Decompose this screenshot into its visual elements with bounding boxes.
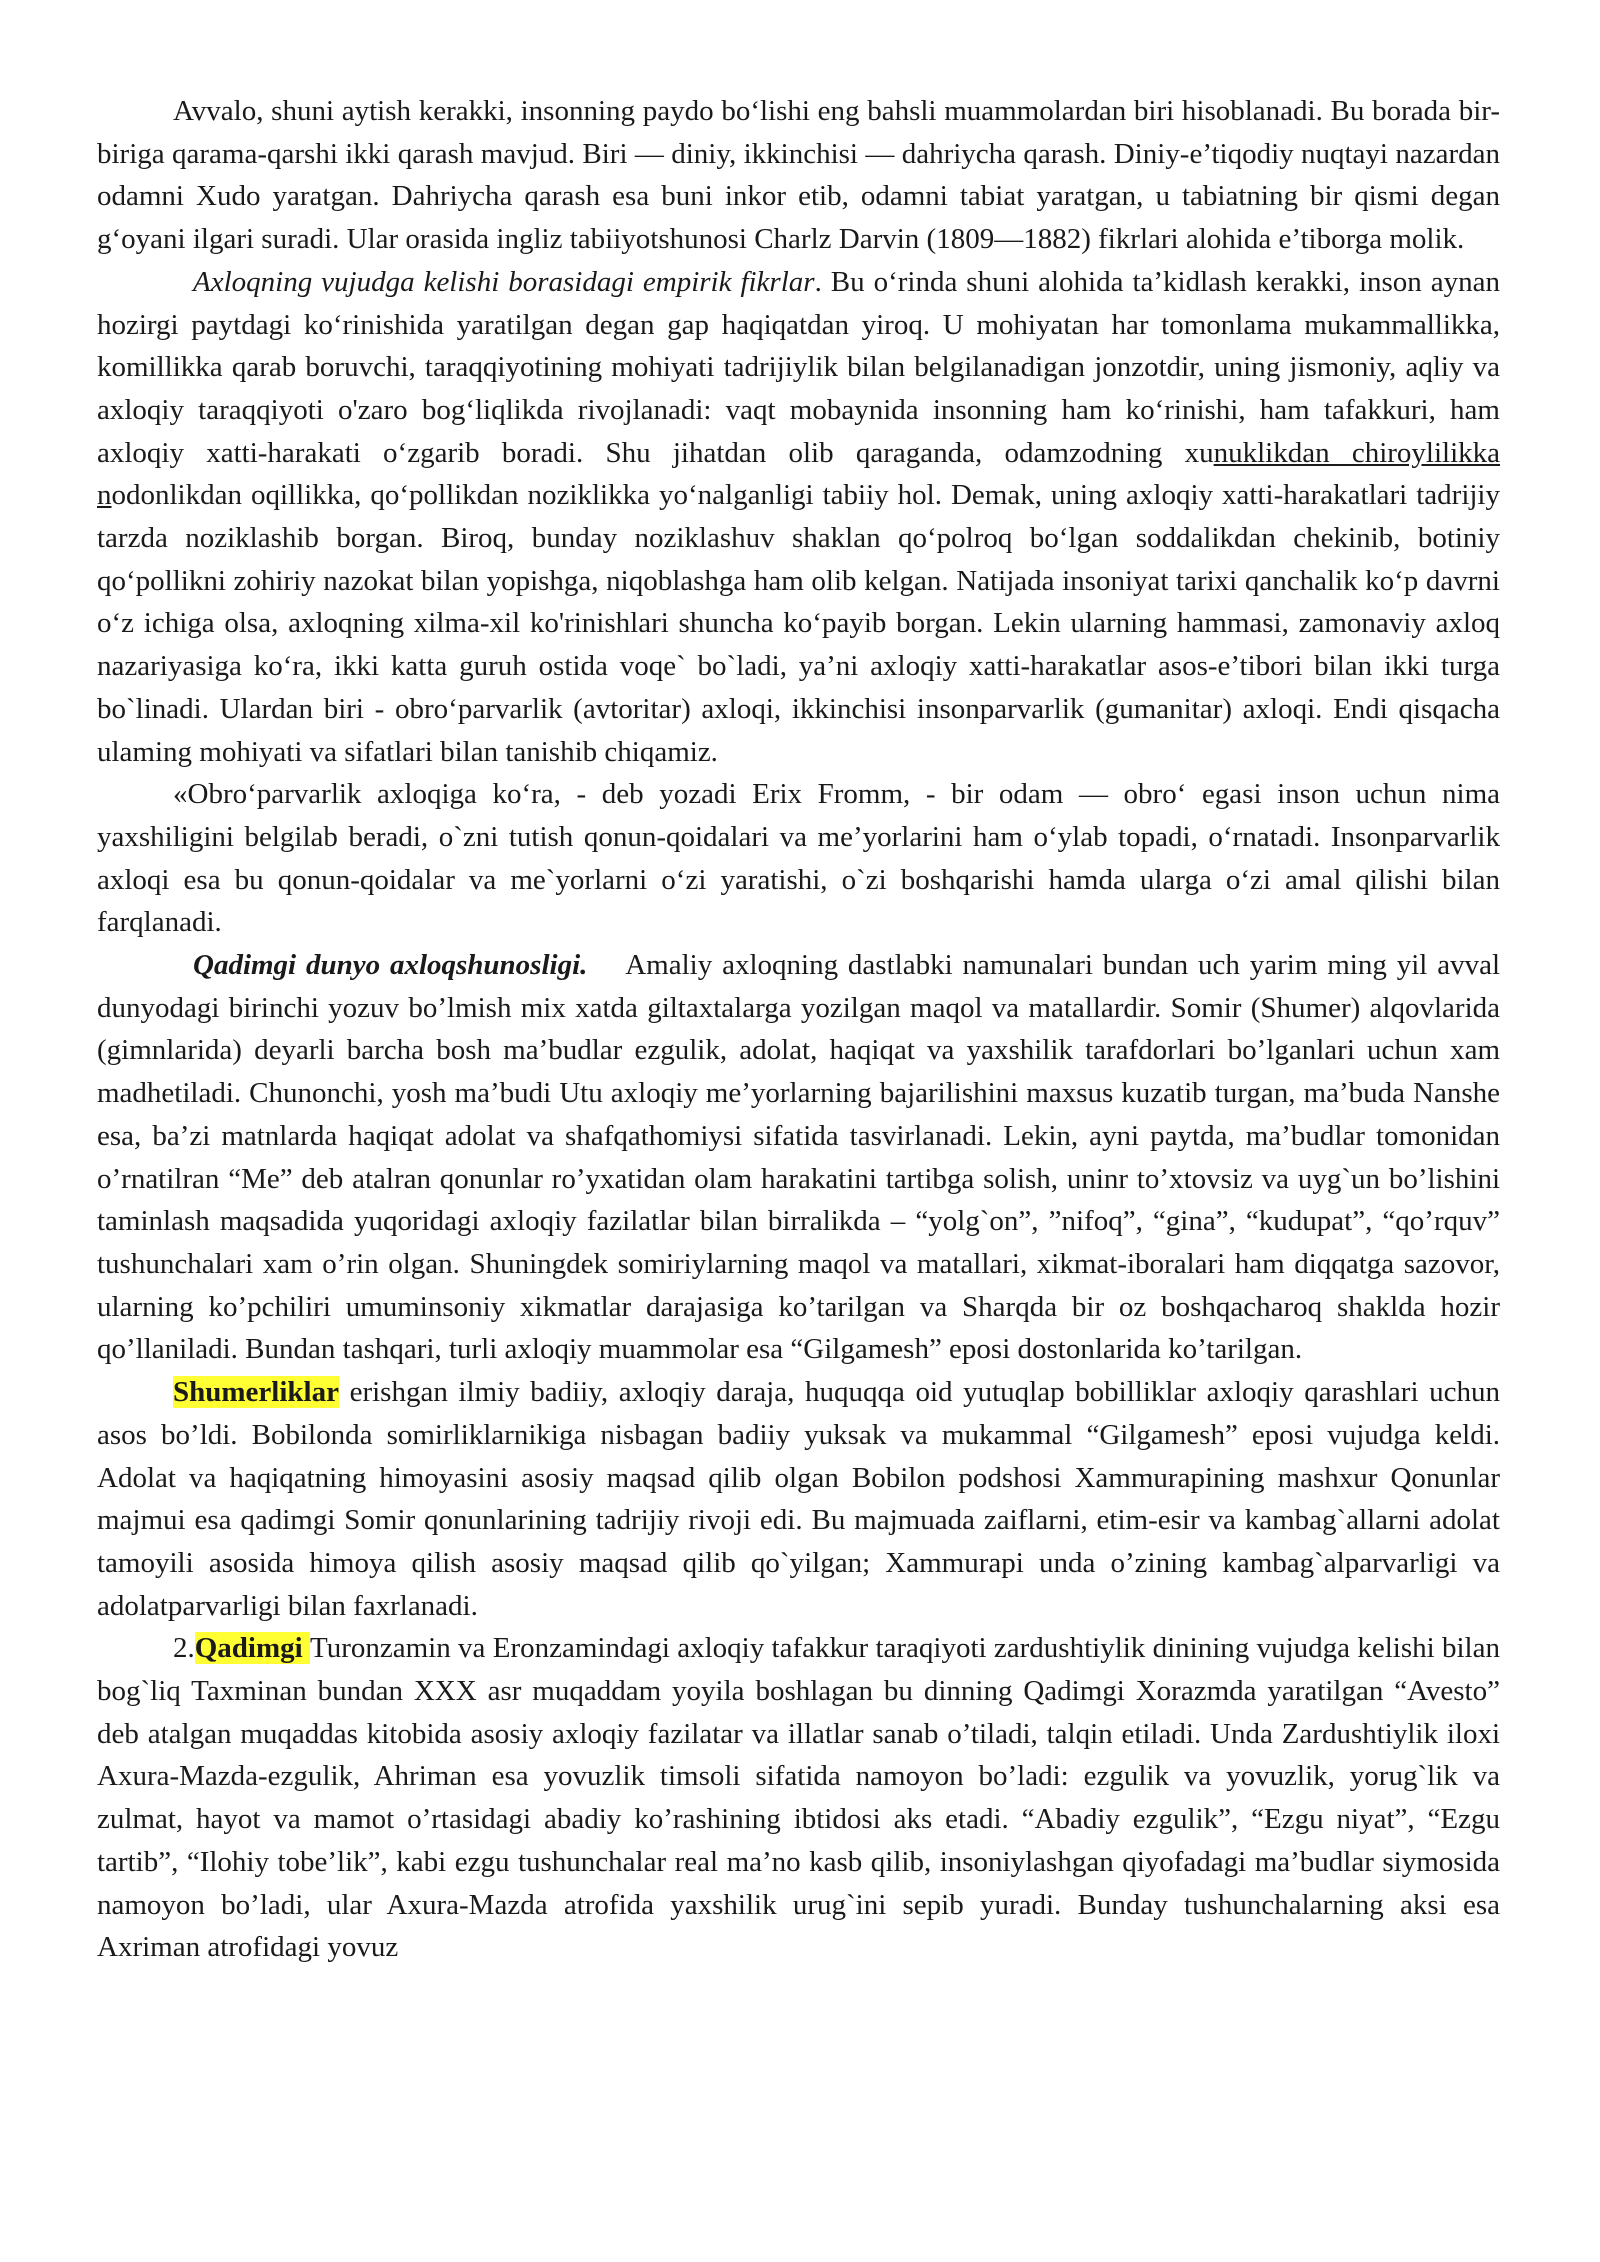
section-heading-bold-italic: Qadimgi dunyo axloqshunosligi. <box>193 949 588 982</box>
section-heading-italic: Axloqning vujudga kelishi borasidagi empirik fikrlar <box>193 265 815 298</box>
paragraph-text: odonlikdan oqillikka, qoʻpollikdan noziklikka yoʻnalganligi tabiiy hol. Demak, uning axloqiy xatti-harakatlari tadrijiy tarzda noziklashib borgan. Biroq, bunday noziklashuv shaklan qoʻpolroq boʻlgan soddalikdan chekinib, botiniy qoʻpollikni zohiriy nazokat bilan yopishga, niqoblashga ham olib kelgan. Natijada insoniyat tarixi qanchalik koʻp davrni oʻz ichiga olsa, axloqning xilma-xil ko'rinishlari shuncha koʻpayib borgan. Lekin ularning hammasi, zamonaviy axloq nazariyasiga koʻra, ikki katta guruh ostida voqe` bo`ladi, ya’ni axloqiy xatti-harakatlar asos-e’tibori bilan ikki turga bo`linadi. Ulardan biri - obroʻparvarlik (avtoritar) axloqi, ikkinchisi insonparvarlik (gumanitar) axloqi. Endi qisqacha ulaming mohiyati va sifatlari bilan tanishib chiqamiz. <box>97 479 1500 768</box>
paragraph-text: . Bu oʻrinda shuni alohida ta’kidlash kerakki, inson aynan hozirgi paytdagi koʻrinishida yaratilgan degan gap haqiqatdan yiroq. U mohiyatan har tomonlama mukammallikka, komillikka qarab boruvchi, taraqqiyotining mohiyati tadrijiylik bilan belgilanadigan jonzotdir, uning jismoniy, aqliy va axloqiy taraqqiyoti o'zaro bogʻliqlikda rivojlanadi: vaqt mobaynida insonning ham koʻrinishi, ham tafakkuri, ham axloqiy xatti-harakati oʻzgarib boradi. Shu jihatdan olib qaraganda, odamzodning xu <box>97 265 1500 469</box>
underlined-text: nuklikdan chiroylilikka n <box>97 436 1501 512</box>
paragraph-text: Avvalo, shuni aytish kerakki, insonning paydo boʻlishi eng bahsli muammolardan biri hisoblanadi. Bu borada bir-biriga qarama-qarshi ikki qarash mavjud. Biri — diniy, ikkinchisi — dahriycha qarash. Diniy-e’tiqodiy nuqtayi nazardan odamni Xudo yaratgan. Dahriycha qarash esa buni inkor etib, odamni tabiat yaratgan, u tabiatning bir qismi degan gʻoyani ilgari suradi. Ular orasida ingliz tabiiyotshunosi Charlz Darvin (1809—1882) fikrlari alohida e’tiborga molik. <box>97 95 1500 256</box>
paragraph-text: erishgan ilmiy badiiy, axloqiy daraja, huquqqa oid yutuqlap bobilliklar axloqiy qarashlari uchun asos bo’ldi. Bobilonda somirliklarnikiga nisbagan badiiy yuksak va mukammal “Gilgamesh” eposi vujudga keldi. Adolat va haqiqatning himoyasini asosiy maqsad qilib olgan Bobilon podshosi Xammurapining mashxur Qonunlar majmui esa qadimgi Somir qonunlarining tadrijiy rivoji edi. Bu majmuada zaiflarni, etim-esir va kambag`allarni adolat tamoyili asosida himoya qilish asosiy maqsad qilib qo`yilgan; Xammurapi unda o’zining kambag`alparvarligi va adolatparvarligi bilan faxrlanadi. <box>97 1376 1500 1622</box>
paragraph-origin-of-man <box>97 90 1500 261</box>
paragraph-text: «Obroʻparvarlik axloqiga koʻra, - deb yozadi Erix Fromm, - bir odam — obroʻ egasi inson uchun nima yaxshiligini belgilab beradi, o`zni tutish qonun-qoidalari va me’yorlarini ham oʻylab topadi, oʻrnatadi. Insonparvarlik axloqi esa bu qonun-qoidalar va me`yorlarni oʻzi yaratishi, o`zi boshqarishi hamda ularga oʻzi amal qilishi bilan farqlanadi. <box>97 778 1500 939</box>
paragraph-fromm-quote <box>97 773 1500 944</box>
highlighted-word: Qadimgi <box>194 1632 311 1665</box>
paragraph-zoroastrianism <box>97 1627 1500 1969</box>
paragraph-ancient-ethics <box>97 944 1508 1371</box>
paragraph-sumerians <box>97 1371 1500 1627</box>
highlighted-word: Shumerliklar <box>173 1376 339 1409</box>
paragraph-text: Amaliy axloqning dastlabki namunalari bundan uch yarim ming yil avval dunyodagi birinchi yozuv bo’lmish mix xatda giltaxtalarga yozilgan maqol va matallardir. Somir (Shumer) alqovlarida (gimnlarida) deyarli barcha bosh ma’budlar ezgulik, adolat, haqiqat va yaxshilik tarafdorlari bo’lganlari uchun xam madhetiladi. Chunonchi, yosh ma’budi Utu axloqiy me’yorlarning bajarilishini maxsus kuzatib turgan, ma’buda Nanshe esa, ba’zi matnlarda haqiqat adolat va shafqathomiysi sifatida tasvirlanadi. Lekin, ayni paytda, ma’budlar tomonidan o’rnatilran “Me” deb atalran qonunlar ro’yxatidan olam harakatini tartibga solish, uninr to’xtovsiz va uyg`un bo’lishini taminlash maqsadida yuqoridagi axloqiy fazilatlar bilan birralikda – “yolg`on”, ”nifoq”, “gina”, “kudupat”, “qo’rquv” tushunchalari xam o’rin olgan. Shuningdek somiriylarning maqol va matallari, xikmat-iboralari ham diqqatga sazovor, ularning ko’pchiliri umuminsoniy xikmatlar darajasiga ko’tarilgan va Sharqda bir oz boshqacharoq shaklda hozir qo’llaniladi. Bundan tashqari, turli axloqiy muammolar esa “Gilgamesh” eposi dostonlarida ko’tarilgan. <box>97 949 1508 1366</box>
document-page <box>97 90 1508 1969</box>
paragraph-empirical-ideas <box>97 261 1500 773</box>
paragraph-text: Turonzamin va Eronzamindagi axloqiy tafakkur taraqiyoti zardushtiylik dinining vujudga kelishi bilan bog`liq Taxminan bundan XXX asr muqaddam yoyila boshlagan bu dinning Qadimgi Xorazmda yaratilgan “Avesto” deb atalgan muqaddas kitobida asosiy axloqiy fazilatar va illatlar sanab o’tiladi, talqin etiladi. Unda Zardushtiylik iloxi Axura-Mazda-ezgulik, Ahriman esa yovuzlik timsoli sifatida namoyon bo’ladi: ezgulik va yovuzlik, yorug`lik va zulmat, hayot va mamot o’rtasidagi abadiy ko’rashining ibtidosi aks etadi. “Abadiy ezgulik”, “Ezgu niyat”, “Ezgu tartib”, “Ilohiy tobe’lik”, kabi ezgu tushunchalar real ma’no kasb qilib, insoniylashgan qiyofadagi ma’budlar siymosida namoyon bo’ladi, ular Axura-Mazda atrofida yaxshilik urug`ini sepib yuradi. Bunday tushunchalarning aksi esa Axriman atrofidagi yovuz <box>97 1632 1500 1964</box>
list-number: 2. <box>173 1632 195 1665</box>
